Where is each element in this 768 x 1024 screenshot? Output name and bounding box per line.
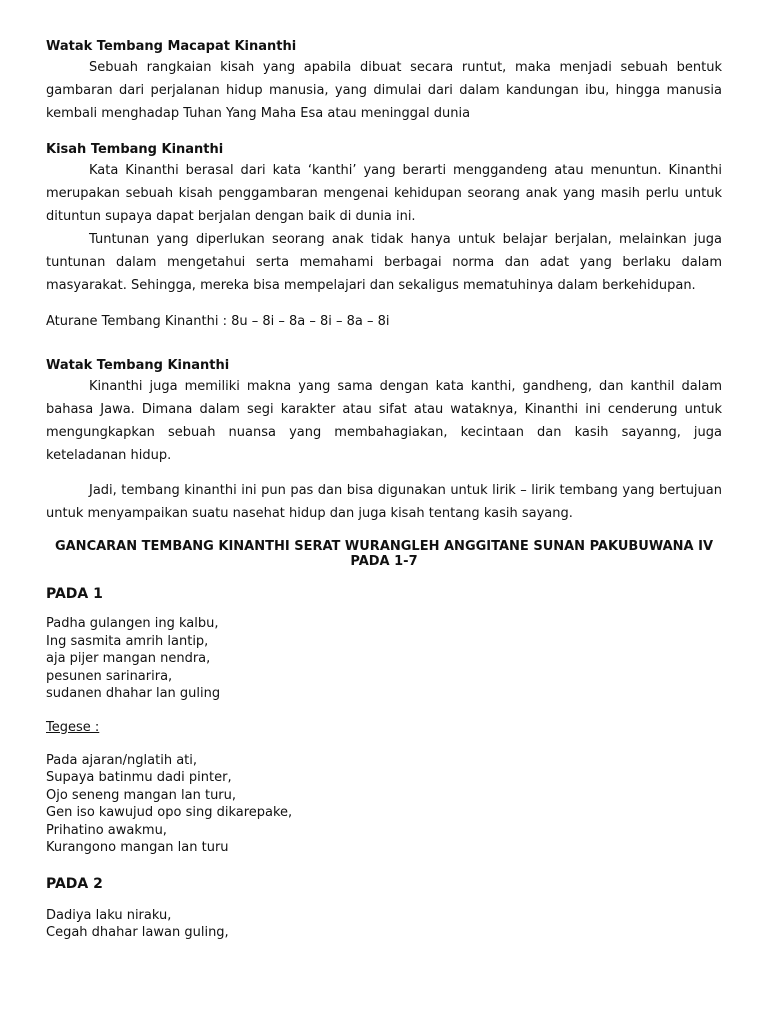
verse-line: Ing sasmita amrih lantip, [46, 633, 209, 649]
gancaran-title: GANCARAN TEMBANG KINANTHI SERAT WURANGLEH ANGGITANE SUNAN PAKUBUWANA IV PADA 1-7 [54, 539, 714, 569]
verse-line: Padha gulangen ing kalbu, [46, 616, 219, 631]
verse-line: Cegah dhahar lawan guling, [46, 925, 229, 940]
verse-line: Gen iso kawujud opo sing dikarepake, [46, 805, 293, 820]
pada-1-tegese [46, 752, 722, 857]
verse-line: Prihatino awakmu, [46, 822, 167, 838]
paragraph: Tuntunan yang diperlukan seorang anak tidak hanya untuk belajar berjalan, melainkan juga tuntunan dalam mengetahui serta memahami berbagai norma dan adat yang berlaku dalam masyarakat. Sehingga, mereka bisa mempelajari dan sekaligus mematuhinya dalam berkehidupan. [46, 232, 722, 293]
aturan-line: Aturane Tembang Kinanthi : 8u – 8i – 8a – 8i – 8a – 8i [46, 314, 390, 329]
verse-line: Ojo seneng mangan lan turu, [46, 787, 237, 803]
paragraph: Kata Kinanthi berasal dari kata ‘kanthi’ yang berarti menggandeng atau menuntun. Kinanthi merupakan sebuah kisah penggambaran mengenai kehidupan seorang anak yang masih perlu untuk dituntun supaya dapat berjalan dengan baik di dunia ini. [46, 163, 722, 224]
document-page [46, 38, 722, 942]
paragraph: Kinanthi juga memiliki makna yang sama dengan kata kanthi, gandheng, dan kanthil dalam bahasa Jawa. Dimana dalam segi karakter atau sifat atau wataknya, Kinanthi ini cenderung untuk mengungkapkan sebuah nuansa yang membahagiakan, kecintaan dan kasih sayanng, juga keteladanan hidup. [46, 379, 722, 463]
verse-line: Pada ajaran/nglatih ati, [46, 752, 198, 768]
verse-line: Dadiya laku niraku, [46, 907, 172, 923]
pada-1-heading: PADA 1 [46, 586, 103, 602]
verse-line: sudanen dhahar lan guling [46, 686, 221, 701]
verse-line: Kurangono mangan lan turu [46, 840, 229, 855]
verse-line: pesunen sarinarira, [46, 668, 173, 684]
pada-1-verse [46, 615, 722, 703]
paragraph: Jadi, tembang kinanthi ini pun pas dan bisa digunakan untuk lirik – lirik tembang yang bertujuan untuk menyampaikan suatu nasehat hidup dan juga kisah tentang kasih sayang. [46, 483, 722, 521]
verse-line: aja pijer mangan nendra, [46, 651, 211, 666]
section-heading-watak: Watak Tembang Kinanthi [46, 358, 230, 373]
section-heading-watak-macapat: Watak Tembang Macapat Kinanthi [46, 39, 297, 54]
verse-line: Supaya batinmu dadi pinter, [46, 770, 232, 785]
pada-2-verse [46, 907, 722, 942]
tegese-label: Tegese : [46, 719, 100, 735]
pada-2-heading: PADA 2 [46, 875, 103, 892]
paragraph: Sebuah rangkaian kisah yang apabila dibuat secara runtut, maka menjadi sebuah bentuk gambaran dari perjalanan hidup manusia, yang dimulai dari dalam kandungan ibu, hingga manusia kembali menghadap Tuhan Yang Maha Esa atau meninggal dunia [46, 60, 722, 121]
section-heading-kisah: Kisah Tembang Kinanthi [46, 142, 224, 157]
